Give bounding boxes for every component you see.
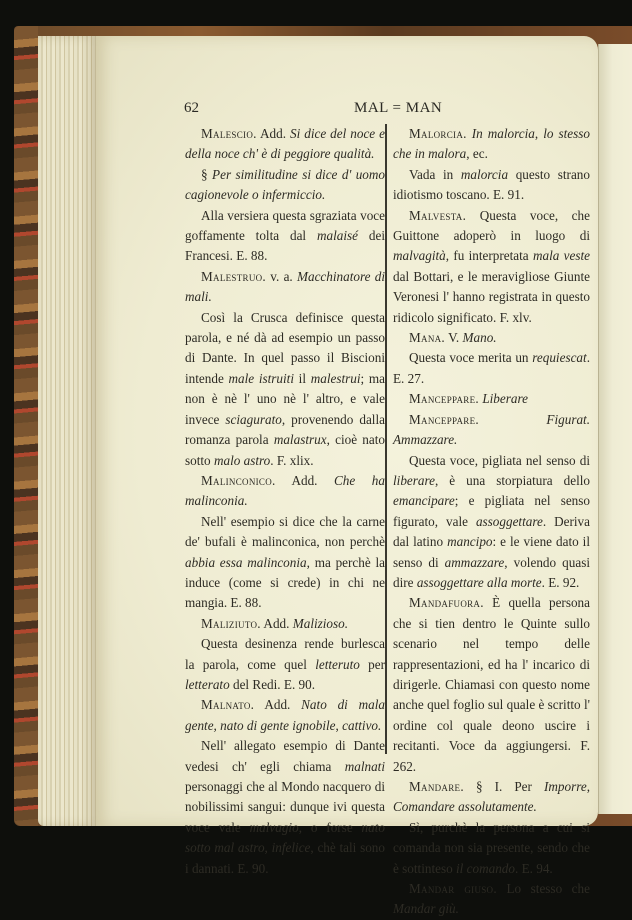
entry-paragraph: Questa voce, pigliata nel senso di liberare, è una storpiatura dello emancipare; e pigliata nel senso figurato, vale assoggettare. Deriva dal latino mancipo: e le viene dato il senso di ammazzare, volendo quasi dire assoggettare alla morte. E. 92. <box>393 452 590 590</box>
headword: Malestruo. <box>201 268 267 284</box>
italic-text: infelice <box>271 840 311 856</box>
headword: Malnato. <box>201 697 255 713</box>
entry-headword-paragraph: Mandafuora. È quella persona che si tien dentro le Quinte sullo scenario nel tempo delle rappresentazioni, ed ha l' incarico di dirigerle. Chiamasi con questo nome anche quel foglio sul quale è scritto l' ordine col quale deono uscire i recitanti. Voce da aggiungersi. F. 262. <box>393 595 590 774</box>
italic-text: lo stesso che in malora <box>393 126 591 162</box>
entry-headword-paragraph: Mandare. § I. Per Imporre, Comandare assolutamente. <box>393 779 590 815</box>
italic-text: Figurat. Ammazzare. <box>393 411 590 448</box>
italic-text: malaisé <box>316 228 359 244</box>
entry-headword-paragraph: Malnato. Add. Nato di mala gente, nato di gente ignobile, cattivo. <box>185 697 386 733</box>
entry-paragraph: Così la Crusca definisce questa parola, e né dà ad esempio un passo di Dante. In quel passo il Biscioni intende male istruiti il malestrui; ma non è nè l' uno nè l' altro, e vale invece sciagurato, provenendo dalla romanza parola malastrux, cioè nato sotto malo astro. F. xlix. <box>185 309 385 468</box>
page-header <box>184 100 610 120</box>
italic-text: malvagio <box>249 819 299 835</box>
headword: Maliziuto. <box>201 615 261 631</box>
headword: Malorcia. <box>409 126 467 141</box>
entry-paragraph: Alla versiera questa sgraziata voce goffamente tolta dal malaisé dei Francesi. E. 88. <box>185 207 385 264</box>
italic-text: Si dice del noce e della noce ch' è di peggiore qualità. <box>185 126 385 162</box>
italic-text: Nato di mala gente, nato di gente ignobile <box>185 697 386 733</box>
entry-paragraph: § Per similitudine si dice d' uomo cagionevole o infermiccio. <box>185 166 385 203</box>
italic-text: mancipo <box>447 534 493 550</box>
italic-text: Macchinatore di mali. <box>185 268 385 305</box>
headword: Mandafuora. <box>409 595 484 611</box>
headword: Mandare. <box>409 779 464 794</box>
italic-text: malo astro <box>213 452 271 468</box>
right-column <box>393 124 590 920</box>
italic-text: Mano. <box>462 330 497 346</box>
entry-headword-paragraph: Mandar giuso. Lo stesso che Mandar giù. <box>393 881 590 917</box>
italic-text: liberare <box>393 472 435 488</box>
italic-text: assoggettare <box>475 513 543 529</box>
entry-headword-paragraph: Malestruo. v. a. Macchinatore di mali. <box>185 268 385 305</box>
italic-text: Per similitudine si dice d' uomo cagionevole o infermiccio. <box>185 166 385 203</box>
page-edges <box>38 36 96 826</box>
italic-text: ammazzare <box>444 554 505 570</box>
italic-text: Malizioso. <box>292 615 349 631</box>
entry-headword-paragraph: Malinconico. Add. Che ha malinconia. <box>185 472 385 509</box>
italic-text: mala veste <box>532 248 590 264</box>
italic-text: In malorcia <box>471 126 535 141</box>
entry-paragraph: Questa voce merita un requiescat. E. 27. <box>393 350 590 386</box>
italic-text: malnati <box>344 758 385 774</box>
italic-text: male istruiti <box>228 370 294 386</box>
entry-headword-paragraph: Malescio. Add. Si dice del noce e della noce ch' è di peggiore qualità. <box>185 126 385 162</box>
entry-headword-paragraph: Malvesta. Questa voce, che Guittone adoperò in luogo di malvagità, fu interpretata mala veste dal Bottari, e le meravigliose Giunte Veronesi l' hanno registrata in questo ridicolo significato. F. xlv. <box>393 207 590 325</box>
next-page-edge <box>598 44 632 814</box>
italic-text: Imporre <box>543 779 587 794</box>
italic-text: malastrux <box>273 432 327 448</box>
headword: Manceppare. <box>409 391 480 407</box>
italic-text: nato sotto mal astro <box>185 819 385 856</box>
italic-text: malestrui <box>310 370 361 386</box>
running-head: MAL = MAN <box>354 100 443 116</box>
entry-paragraph: Questa desinenza rende burlesca la parola, come quel letteruto per letterato del Redi. E. 90. <box>185 636 386 692</box>
entry-paragraph: Vada in malorcia questo strano idiotismo toscano. E. 91. <box>393 166 590 203</box>
italic-text: il comando <box>456 860 515 876</box>
entry-paragraph: Sì, purchè la persona a cui si comanda non sia presente, sendo che è sottinteso il comando. E. 94. <box>393 819 590 876</box>
italic-text: letterato <box>185 676 230 692</box>
entry-headword-paragraph: Maliziuto. Add. Malizioso. <box>201 615 349 631</box>
entry-paragraph: Nell' esempio si dice che la carne de' bufali è malinconica, non perchè abbia essa malinconia, ma perchè la induce (come si crede) in chi ne mangia. E. 88. <box>185 513 385 611</box>
entry-headword-paragraph <box>393 410 590 451</box>
italic-text: malvagità <box>393 248 446 264</box>
italic-text: assoggettare alla morte <box>416 574 542 590</box>
headword: Malinconico. <box>201 472 276 488</box>
headword: Manceppare. <box>409 411 480 427</box>
entry-headword-paragraph <box>393 389 590 409</box>
italic-text: Che ha malinconia. <box>185 472 385 509</box>
headword: Mana. <box>409 330 446 346</box>
left-column <box>185 124 385 879</box>
italic-text: malorcia <box>460 166 509 182</box>
entry-paragraph: Nell' allegato esempio di Dante vedesi ch' egli chiama malnati personaggi che al Mondo nacquero di nobilissimi sangui: dunque ivi questa voce vale malvagio, o forse nato sotto mal astro, infelice, chè tali sono i dannati. E. 90. <box>185 738 385 876</box>
italic-text: sciagurato <box>225 411 282 427</box>
headword: Malvesta. <box>409 207 467 223</box>
italic-text: letteruto <box>315 656 360 672</box>
column-rule <box>385 124 387 754</box>
italic-text: emancipare <box>393 493 455 509</box>
italic-text: Comandare assolutamente. <box>393 799 537 815</box>
headword: Mandar giuso. <box>409 881 497 897</box>
marbled-cover-edge <box>14 26 38 826</box>
headword: Malescio. <box>201 126 257 141</box>
italic-text: Liberare <box>482 391 528 407</box>
page-number: 62 <box>184 100 199 116</box>
italic-text: requiescat <box>532 350 587 366</box>
entry-headword-paragraph: Malorcia. In malorcia, lo stesso che in malora, ec. <box>393 126 591 162</box>
entry-headword-paragraph: Mana. V. Mano. <box>409 330 497 346</box>
italic-text: abbia essa malinconia <box>185 554 307 570</box>
italic-text: Mandar giù. <box>393 901 459 917</box>
italic-text: cattivo. <box>342 717 382 733</box>
